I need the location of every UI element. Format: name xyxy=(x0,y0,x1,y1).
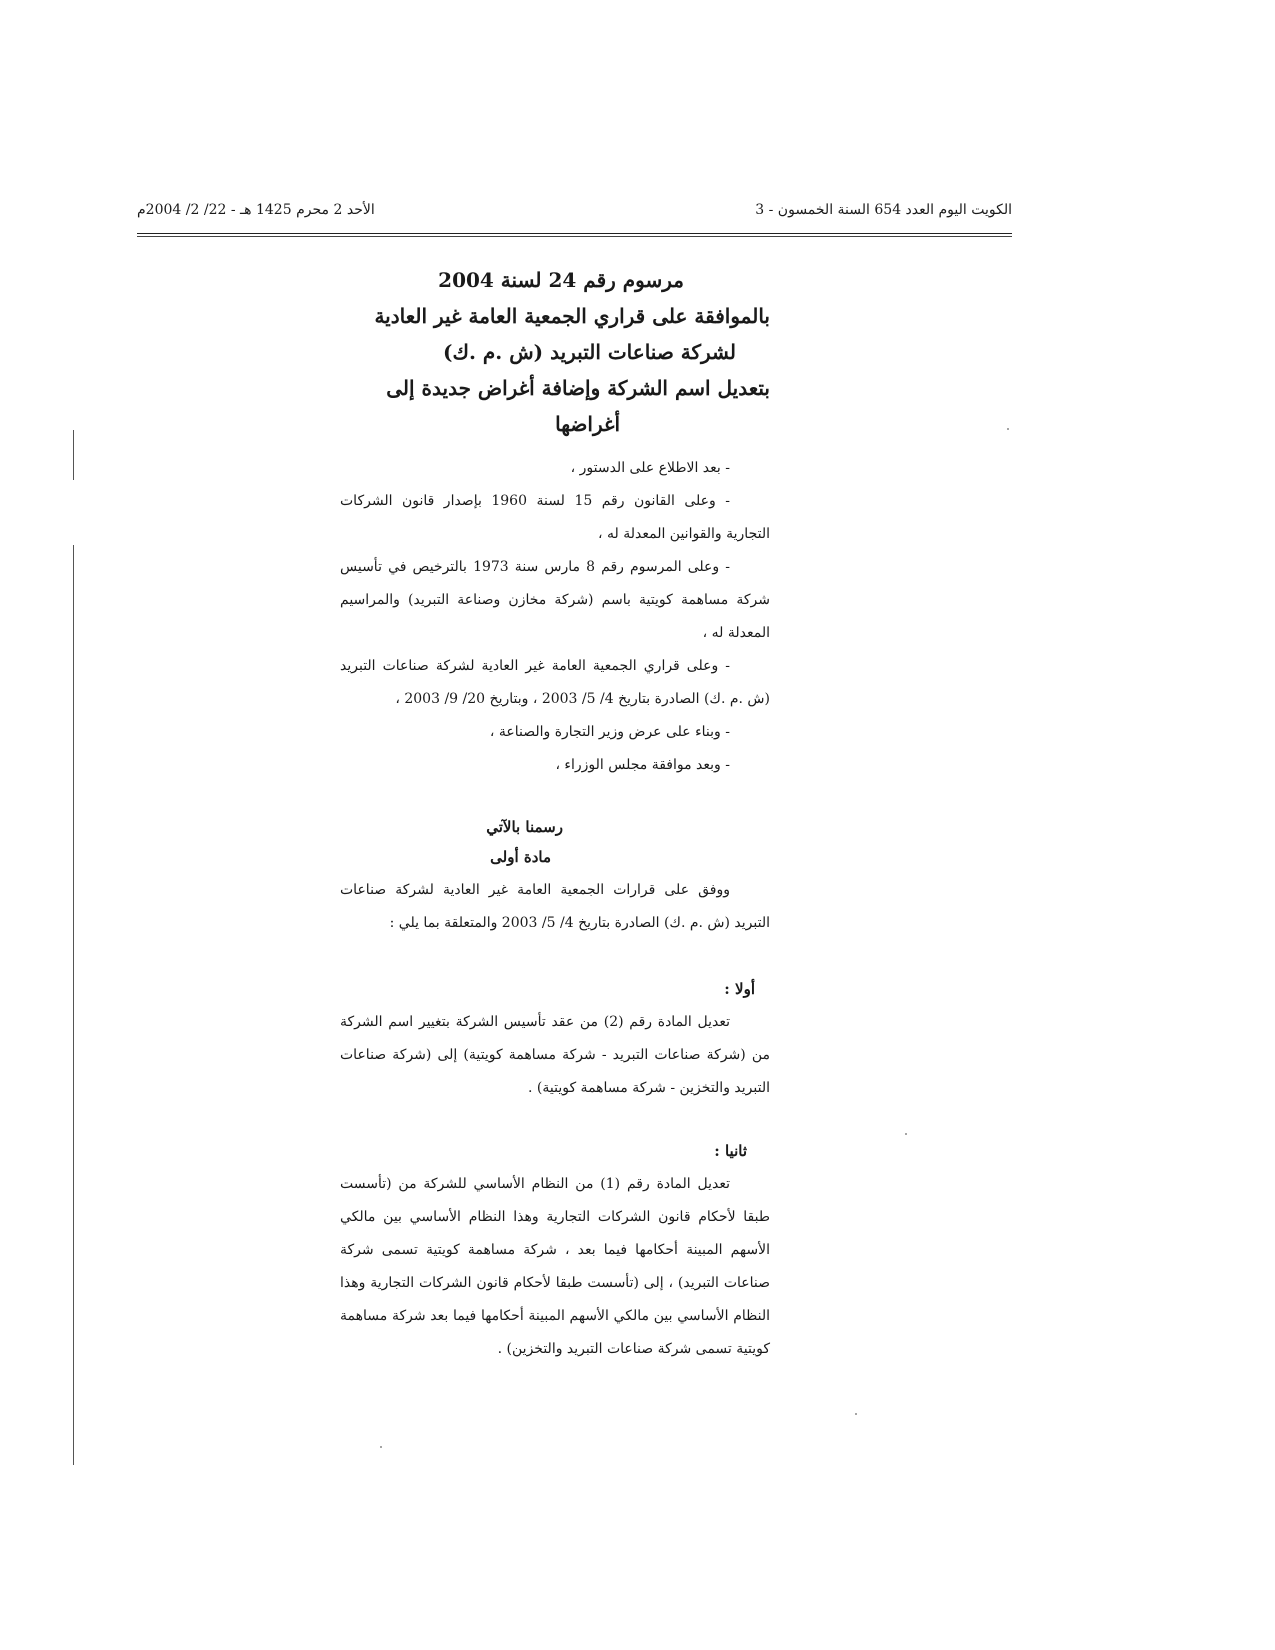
clause-first-heading: أولا : xyxy=(724,980,755,998)
header-date: الأحد 2 محرم 1425 هـ - 22/ 2/ 2004م xyxy=(137,202,375,218)
header-rule xyxy=(137,233,1012,234)
preamble-item: - وعلى القانون رقم 15 لسنة 1960 بإصدار قانون الشركات التجارية والقوانين المعدلة له ، xyxy=(340,493,770,542)
scan-speck xyxy=(855,1413,857,1415)
header-rule-thin xyxy=(137,236,1012,237)
clause-first xyxy=(340,1006,770,1105)
clause-first-text: تعديل المادة رقم (2) من عقد تأسيس الشركة بتغيير اسم الشركة من (شركة صناعات التبريد - شركة مساهمة كويتية) إلى (شركة صناعات التبريد والتخزين - شركة مساهمة كويتية) . xyxy=(340,1014,770,1096)
scan-speck xyxy=(905,1133,907,1135)
decree-label: رسمنا بالآتي xyxy=(486,818,563,836)
clause-second-text: تعديل المادة رقم (1) من النظام الأساسي للشركة من (تأسست طبقا لأحكام قانون الشركات التجارية وهذا النظام الأساسي بين مالكي الأسهم المبينة أحكامها فيما بعد ، شركة مساهمة كويتية تسمى شركة صناعات التبريد) ، إلى (تأسست طبقا لأحكام قانون الشركات التجارية وهذا النظام الأساسي بين مالكي الأسهم المبينة أحكامها فيما بعد شركة مساهمة كويتية تسمى شركة صناعات التبريد والتخزين) . xyxy=(340,1176,770,1357)
margin-line xyxy=(73,545,74,1465)
header-issue-info: الكويت اليوم العدد 654 السنة الخمسون - 3 xyxy=(755,202,1012,218)
article-heading: مادة أولى xyxy=(490,848,551,866)
decree-title-line: أغراضها xyxy=(555,412,620,436)
clause-second xyxy=(340,1168,770,1366)
preamble xyxy=(340,452,770,782)
margin-line xyxy=(73,430,74,480)
preamble-item: - وبعد موافقة مجلس الوزراء ، xyxy=(555,757,730,773)
article-intro-text: ووفق على قرارات الجمعية العامة غير العادية لشركة صناعات التبريد (ش .م .ك) الصادرة بتاريخ 4/ 5/ 2003 والمتعلقة بما يلي : xyxy=(340,882,770,931)
page-header xyxy=(137,202,1012,226)
preamble-item: - وبناء على عرض وزير التجارة والصناعة ، xyxy=(489,724,730,740)
scan-speck xyxy=(380,1446,382,1448)
article-intro xyxy=(340,874,770,940)
scan-speck xyxy=(1007,428,1009,430)
decree-title xyxy=(340,262,770,442)
preamble-item: - وعلى قراري الجمعية العامة غير العادية لشركة صناعات التبريد (ش .م .ك) الصادرة بتاريخ 4/ 5/ 2003 ، وبتاريخ 20/ 9/ 2003 ، xyxy=(340,658,770,707)
decree-title-line: لشركة صناعات التبريد (ش .م .ك) xyxy=(443,340,736,364)
clause-second-heading: ثانيا : xyxy=(714,1142,747,1160)
decree-title-line: مرسوم رقم 24 لسنة 2004 xyxy=(438,268,684,292)
preamble-item: - وعلى المرسوم رقم 8 مارس سنة 1973 بالترخيص في تأسيس شركة مساهمة كويتية باسم (شركة مخازن وصناعة التبريد) والمراسيم المعدلة له ، xyxy=(340,559,770,641)
decree-title-line: بتعديل اسم الشركة وإضافة أغراض جديدة إلى xyxy=(386,376,770,400)
decree-title-line: بالموافقة على قراري الجمعية العامة غير العادية xyxy=(374,304,770,328)
preamble-item: - بعد الاطلاع على الدستور ، xyxy=(570,460,730,476)
